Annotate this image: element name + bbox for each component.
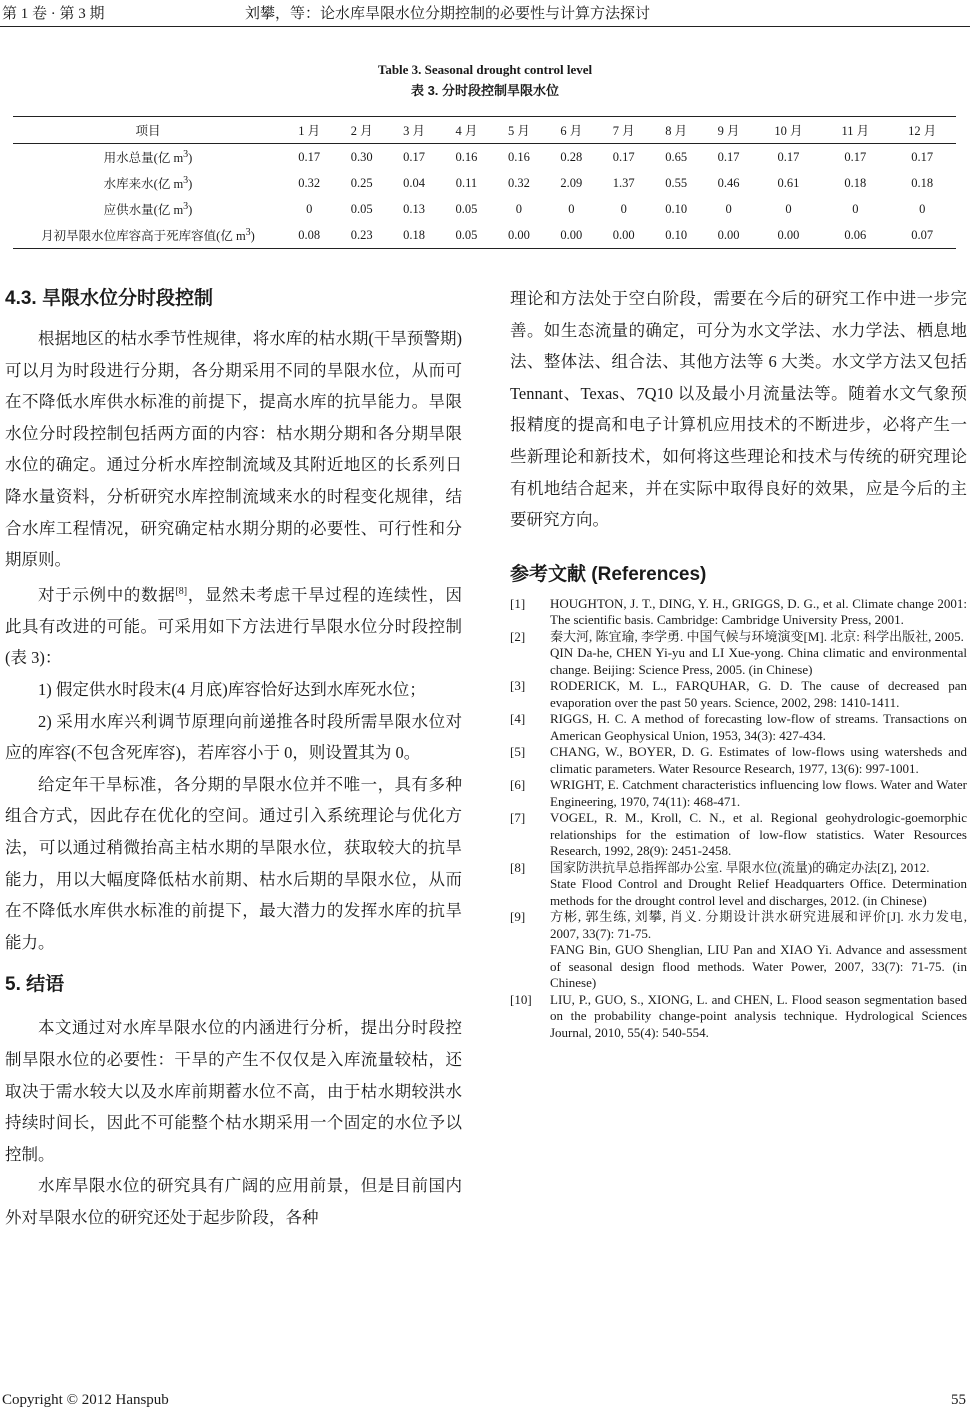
copyright-notice: Copyright © 2012 Hanspub — [2, 1392, 169, 1408]
row-label — [13, 196, 283, 222]
reference-text — [550, 860, 967, 910]
table-row — [13, 144, 956, 171]
table-cell: 0.65 — [665, 149, 688, 164]
row-label-text: 月初旱限水位库容高于死库容值(亿 m — [41, 229, 246, 243]
reference-item — [510, 909, 967, 992]
table-cell: 0.00 — [717, 227, 740, 242]
column-header-month: 9 月 — [717, 124, 740, 138]
reference-number: [5] — [510, 744, 526, 760]
journal-volume: 第 1 卷 · 第 3 期 — [2, 6, 105, 22]
paragraph: 水库旱限水位的研究具有广阔的应用前景，但是目前国内外对旱限水位的研究还处于起步阶段，各种 — [5, 1176, 462, 1227]
reference-text — [550, 711, 967, 744]
reference-item — [510, 596, 967, 629]
section-heading-5: 5. 结语 — [5, 974, 65, 996]
column-header-month: 10 月 — [774, 124, 803, 138]
page-header — [0, 0, 970, 27]
table-cell: 0 — [620, 201, 627, 216]
table-cell: 0.10 — [665, 201, 688, 216]
paragraph-text: ，显然未考虑干旱过程的连续性，因此具有改进的可能。可采用如下方法进行旱限水位分时段控制(表 3)： — [5, 585, 463, 668]
table-cell: 0 — [785, 201, 792, 216]
table-cell: 0.17 — [844, 149, 867, 164]
reference-text — [550, 992, 967, 1042]
table-cell: 0.55 — [665, 175, 688, 190]
table-cell: 0 — [515, 201, 523, 216]
row-label-end: ) — [250, 229, 255, 243]
table-header-row — [13, 117, 956, 144]
reference-item — [510, 711, 967, 744]
table-row — [13, 196, 956, 222]
table-cell: 0.23 — [350, 227, 373, 242]
reference-line: QIN Da-he, CHEN Yi-yu and LI Xue-yong. China climatic and environmental change. Beijing: Science Press, 2005. (in Chinese) — [550, 645, 967, 677]
column-header-month: 1 月 — [298, 124, 321, 138]
table-cell: 0.30 — [350, 149, 373, 164]
table-cell: 0.00 — [612, 227, 635, 242]
reference-number: [8] — [510, 859, 526, 875]
column-header-item: 项目 — [135, 124, 161, 138]
column-header-month: 12 月 — [908, 124, 937, 138]
column-header-month: 5 月 — [507, 124, 530, 138]
row-label-text: 用水总量(亿 m — [103, 151, 184, 165]
list-step-1: 1) 假定供水时段末(4 月底)库容恰好达到水库死水位； — [38, 680, 426, 700]
column-header-month: 7 月 — [612, 124, 635, 138]
reference-line: VOGEL, R. M., Kroll, C. N., et al. Regional geohydrologic-goemorphic relationships for the estimation of low-flow statistics. Water Resources Research, 1992, 28(9): 2451-2458. — [550, 810, 967, 859]
table-cell: 0.00 — [507, 227, 530, 242]
row-label-end: ) — [188, 203, 193, 217]
table-cell: 0.18 — [911, 175, 934, 190]
table-cell: 0.17 — [911, 149, 934, 164]
table-cell: 0.11 — [455, 175, 478, 190]
paragraph-continued: 理论和方法处于空白阶段，需要在今后的研究工作中进一步完善。如生态流量的确定，可分为水文学法、水力学法、栖息地法、整体法、组合法、其他方法等 6 大类。水文学方法又包括 Tennant、Texas、7Q10 以及最小月流量法等。随着水文气象预报精度的提高和电子计算机应用技术的不断进步，必将产生一些新理论和新技术，如何将这些理论和技术与传统的研究理论有机地结合起来，并在实际中取得良好的效果，应是今后的主要研究方向。 — [510, 289, 967, 530]
reference-text — [550, 810, 967, 860]
row-label-end: ) — [188, 151, 193, 165]
page-number: 55 — [951, 1392, 966, 1408]
row-label-text: 应供水量(亿 m — [103, 203, 184, 217]
drought-control-table — [13, 116, 956, 249]
table-cell: 0.08 — [298, 227, 321, 242]
column-header-month: 3 月 — [403, 124, 425, 138]
reference-number: [4] — [510, 711, 526, 727]
column-header-month: 8 月 — [665, 124, 688, 138]
reference-number: [3] — [510, 678, 526, 694]
table-cell: 0.05 — [455, 227, 478, 242]
table-row — [13, 222, 956, 249]
table-cell: 1.37 — [612, 175, 635, 190]
table-cell: 0.18 — [844, 175, 867, 190]
column-header-month: 6 月 — [560, 124, 583, 138]
table-cell: 0.46 — [717, 175, 740, 190]
table-cell: 0.06 — [844, 227, 867, 242]
reference-list — [510, 596, 967, 1042]
table-cell: 0.05 — [455, 201, 478, 216]
references-heading: 参考文献 (References) — [510, 563, 707, 585]
section-heading-4-3: 4.3. 旱限水位分时段控制 — [5, 288, 213, 309]
right-column — [510, 283, 967, 1041]
row-label-text: 水库来水(亿 m — [103, 177, 184, 191]
table-cell: 0.13 — [403, 201, 425, 216]
table-cell: 0 — [725, 201, 732, 216]
table-cell: 0.05 — [350, 201, 373, 216]
reference-number: [2] — [510, 628, 526, 644]
paragraph-text: 对于示例中的数据 — [38, 585, 176, 605]
table-cell: 2.09 — [560, 175, 583, 190]
unit-superscript: 3 — [245, 226, 251, 238]
table-cell: 0.00 — [777, 227, 800, 242]
reference-line: State Flood Control and Drought Relief Headquarters Office. Determination methods for the drought control level and discharges, 2012. (in Chinese) — [550, 876, 967, 908]
reference-line: WRIGHT, E. Catchment characteristics influencing low flows. Water and Water Engineering, 1970, 74(11): 468-471. — [550, 777, 967, 809]
table-body — [13, 144, 956, 249]
reference-number: [1] — [510, 595, 526, 611]
column-header-month: 2 月 — [350, 124, 373, 138]
reference-text — [550, 909, 967, 992]
table-cell: 0.18 — [403, 227, 425, 242]
table-cell: 0.32 — [507, 175, 530, 190]
table-cell: 0 — [919, 201, 926, 216]
table-row — [13, 170, 956, 196]
table-cell: 0 — [306, 201, 313, 216]
table-cell: 0.17 — [777, 149, 800, 164]
table-cell: 0.04 — [403, 175, 425, 190]
row-label-end: ) — [188, 177, 193, 191]
column-header-month: 11 月 — [841, 124, 870, 138]
table-cell: 0.17 — [612, 149, 635, 164]
unit-superscript: 3 — [183, 174, 189, 186]
reference-number: [10] — [510, 991, 532, 1007]
row-label — [13, 144, 283, 171]
reference-text — [550, 777, 967, 810]
paragraph: 根据地区的枯水季节性规律，将水库的枯水期(干旱预警期)可以月为时段进行分期，各分期采用不同的旱限水位，从而可在不降低水库供水标准的前提下，提高水库的抗旱能力。旱限水位分时段控制包括两方面的内容：枯水期分期和各分期旱限水位的确定。通过分析水库控制流域及其附近地区的长系列日降水量资料，分析研究水库控制流域来水的时程变化规律，结合水库工程情况，研究确定枯水期分期的必要性、可行性和分期原则。 — [5, 329, 462, 570]
unit-superscript: 3 — [183, 148, 189, 160]
table-cell: 0.00 — [560, 227, 583, 242]
paragraph: 给定年干旱标准，各分期的旱限水位并不唯一，具有多种组合方式，因此存在优化的空间。通过引入系统理论与优化方法，可以通过稍微抬高主枯水期的旱限水位，获取较大的抗旱能力，用以大幅度降低枯水前期、枯水后期的旱限水位，从而在不降低水库供水标准的前提下，最大潜力的发挥水库的抗旱能力。 — [5, 774, 462, 952]
left-column — [5, 283, 462, 1234]
reference-line: 秦大河, 陈宜瑜, 李学勇. 中国气候与环境演变[M]. 北京: 科学出版社, 2005. — [550, 628, 964, 644]
table-cell: 0.16 — [455, 149, 478, 164]
table-cell: 0.61 — [777, 175, 800, 190]
reference-item — [510, 678, 967, 711]
table-cell: 0 — [852, 201, 859, 216]
table-cell: 0.17 — [298, 149, 321, 164]
row-label — [13, 222, 283, 249]
reference-item — [510, 777, 967, 810]
table-caption-zh: 表 3. 分时段控制旱限水位 — [410, 83, 560, 98]
reference-item — [510, 810, 967, 860]
reference-line: 方彬, 郭生练, 刘攀, 肖义. 分期设计洪水研究进展和评价[J]. 水力发电, 2007, 33(7): 71-75. — [550, 909, 967, 941]
reference-item — [510, 860, 967, 910]
column-header-month: 4 月 — [455, 124, 478, 138]
row-label — [13, 170, 283, 196]
unit-superscript: 3 — [183, 200, 189, 212]
reference-number: [7] — [510, 810, 526, 826]
table-caption-en: Table 3. Seasonal drought control level — [377, 62, 593, 77]
reference-line: RODERICK, M. L., FARQUHAR, G. D. The cause of decreased pan evaporation over the past 50 years. Science, 2002, 298: 1410-1411. — [550, 678, 967, 710]
table-cell: 0.25 — [350, 175, 373, 190]
citation-link[interactable]: [8] — [175, 585, 188, 597]
paragraph — [5, 576, 462, 674]
table-cell: 0.28 — [560, 149, 583, 164]
reference-item — [510, 629, 967, 679]
reference-text — [550, 744, 967, 777]
table-cell: 0 — [568, 201, 575, 216]
reference-line: HOUGHTON, J. T., DING, Y. H., GRIGGS, D. G., et al. Climate change 2001: The scientific basis. Cambridge: Cambridge University Press, 2001. — [550, 595, 967, 628]
table-cell: 0.32 — [298, 175, 321, 190]
running-title: 刘攀，等：论水库旱限水位分期控制的必要性与计算方法探讨 — [245, 6, 651, 22]
reference-number: [6] — [510, 777, 526, 793]
reference-text — [550, 629, 967, 679]
reference-line: FANG Bin, GUO Shenglian, LIU Pan and XIAO Yi. Advance and assessment of seasonal design flood methods. Water Power, 2007, 33(7): 71-75. (in Chinese) — [550, 942, 967, 991]
table-cell: 0.17 — [403, 149, 425, 164]
table-cell: 0.17 — [717, 149, 740, 164]
list-step-2: 2) 采用水库兴利调节原理向前递推各时段所需旱限水位对应的库容(不包含死库容)，若库容小于 0，则设置其为 0。 — [5, 711, 462, 763]
reference-text — [550, 596, 967, 629]
reference-line: CHANG, W., BOYER, D. G. Estimates of low-flows using watersheds and climatic parameters. Water Resource Research, 1977, 13(6): 997-1001. — [550, 744, 967, 776]
reference-item — [510, 744, 967, 777]
reference-text — [550, 678, 967, 711]
reference-line: 国家防洪抗旱总指挥部办公室. 旱限水位(流量)的确定办法[Z], 2012. — [550, 859, 930, 875]
table-cell: 0.10 — [665, 227, 688, 242]
reference-item — [510, 992, 967, 1042]
reference-line: LIU, P., GUO, S., XIONG, L. and CHEN, L. Flood season segmentation based on the probability change-point analysis technique. Hydrological Sciences Journal, 2010, 55(4): 540-554. — [550, 991, 967, 1040]
reference-number: [9] — [510, 909, 526, 925]
table-cell: 0.16 — [507, 149, 530, 164]
paragraph: 本文通过对水库旱限水位的内涵进行分析，提出分时段控制旱限水位的必要性：干旱的产生不仅仅是入库流量较枯，还取决于需水较大以及水库前期蓄水位不高，由于枯水期较洪水持续时间长，因此不可能整个枯水期采用一个固定的水位予以控制。 — [5, 1018, 462, 1164]
reference-line: RIGGS, H. C. A method of forecasting low-flow of streams. Transactions on American Geophysical Union, 1953, 34(3): 427-434. — [550, 711, 967, 743]
table-cell: 0.07 — [911, 227, 934, 242]
